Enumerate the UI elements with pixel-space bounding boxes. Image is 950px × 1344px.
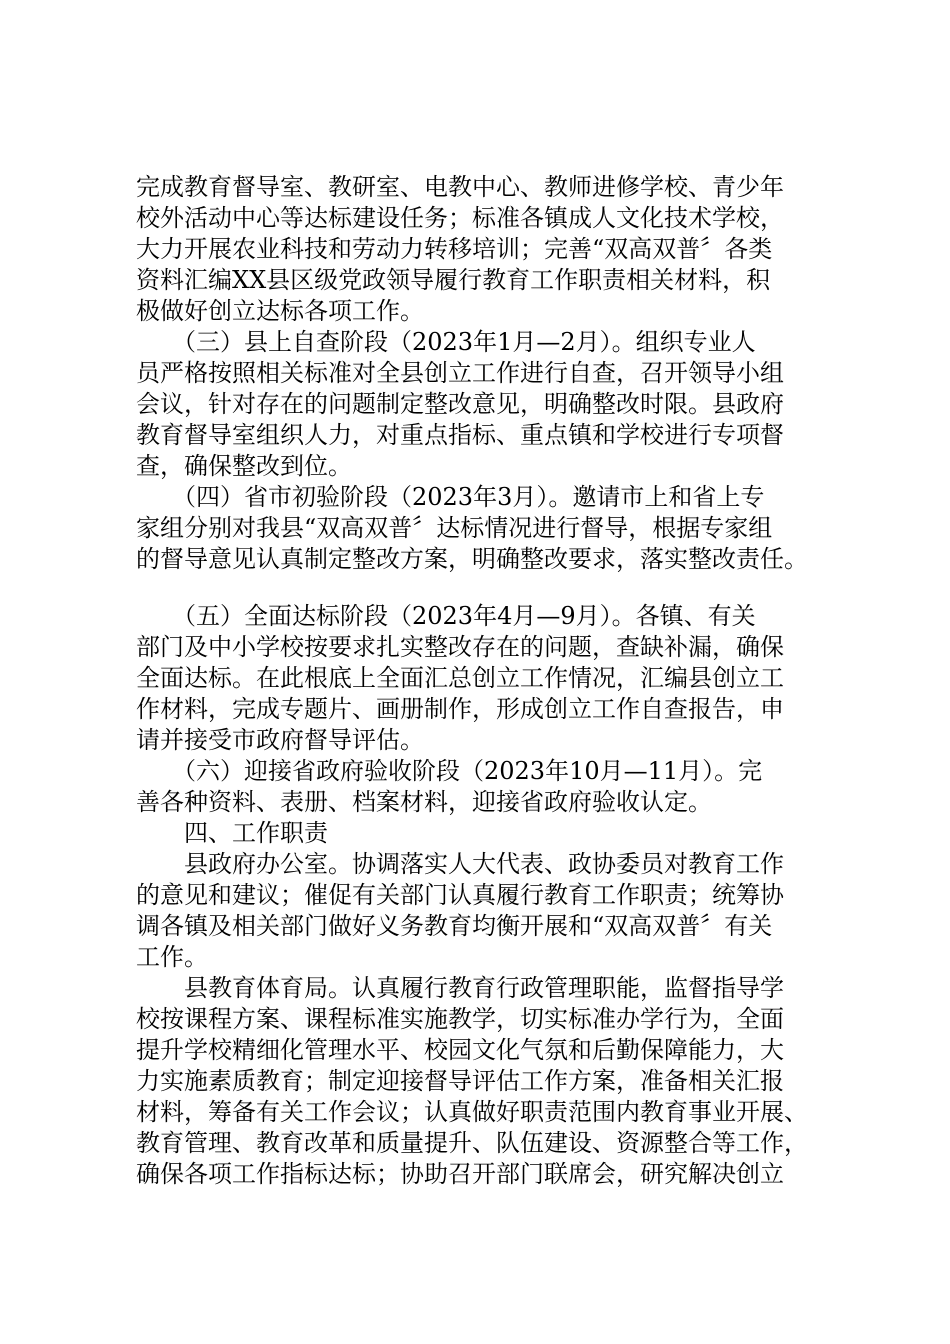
text-line: （四）省市初验阶段（2023年3月）。邀请市上和省上专 [136,483,765,511]
text-line: 确保各项工作指标达标；协助召开部门联席会，研究解决创立 [136,1160,784,1188]
text-line: 的意见和建议；催促有关部门认真履行教育工作职责；统筹协 [136,881,784,909]
text-line: 查，确保整改到位。 [136,452,352,480]
text-line: （三）县上自查阶段（2023年1月—2月）。组织专业人 [136,328,756,356]
text-line: 完成教育督导室、教研室、电教中心、教师进修学校、青少年 [136,173,784,201]
text-line: 作材料，完成专题片、画册制作，形成创立工作自查报告，申 [136,695,784,723]
text-line: 极做好创立达标各项工作。 [136,297,424,325]
section-heading: 四、工作职责 [136,819,328,847]
text-line: （五）全面达标阶段（2023年4月—9月）。各镇、有关 [136,602,756,630]
text-line: 请并接受市政府督导评估。 [136,726,424,754]
text-line: 工作。 [136,943,208,971]
text-line: 教育督导室组织人力，对重点指标、重点镇和学校进行专项督 [136,421,784,449]
text-line: 提升学校精细化管理水平、校园文化气氛和后勤保障能力，大 [136,1036,784,1064]
text-line: 县政府办公室。协调落实人大代表、政协委员对教育工作 [136,850,784,878]
text-line: 的督导意见认真制定整改方案，明确整改要求，落实整改责任。 [136,545,808,573]
text-line: 力实施素质教育；制定迎接督导评估工作方案，准备相关汇报 [136,1067,784,1095]
text-line: 员严格按照相关标准对全县创立工作进行自查，召开领导小组 [136,359,784,387]
text-line: 材料，筹备有关工作会议；认真做好职责范围内教育事业开展、 [136,1098,808,1126]
text-line: 会议，针对存在的问题制定整改意见，明确整改时限。县政府 [136,390,784,418]
text-line: 教育管理、教育改革和质量提升、队伍建设、资源整合等工作， [136,1129,808,1157]
text-line: 部门及中小学校按要求扎实整改存在的问题，查缺补漏，确保 [136,633,784,661]
text-line: 县教育体育局。认真履行教育行政管理职能，监督指导学 [136,974,784,1002]
text-line: 调各镇及相关部门做好义务教育均衡开展和“双高双普〞有关 [136,912,773,940]
text-line: 资料汇编XX县区级党政领导履行教育工作职责相关材料，积 [136,266,771,294]
text-line: 全面达标。在此根底上全面汇总创立工作情况，汇编县创立工 [136,664,784,692]
text-line: 校按课程方案、课程标准实施教学，切实标准办学行为，全面 [136,1005,784,1033]
text-line: 善各种资料、表册、档案材料，迎接省政府验收认定。 [136,788,712,816]
text-line: 家组分别对我县“双高双普〞达标情况进行督导，根据专家组 [136,514,773,542]
text-line: 校外活动中心等达标建设任务；标准各镇成人文化技术学校， [136,204,784,232]
text-line: 大力开展农业科技和劳动力转移培训；完善“双高双普〞各类 [136,235,773,263]
text-line: （六）迎接省政府验收阶段（2023年10月—11月）。完 [136,757,763,785]
